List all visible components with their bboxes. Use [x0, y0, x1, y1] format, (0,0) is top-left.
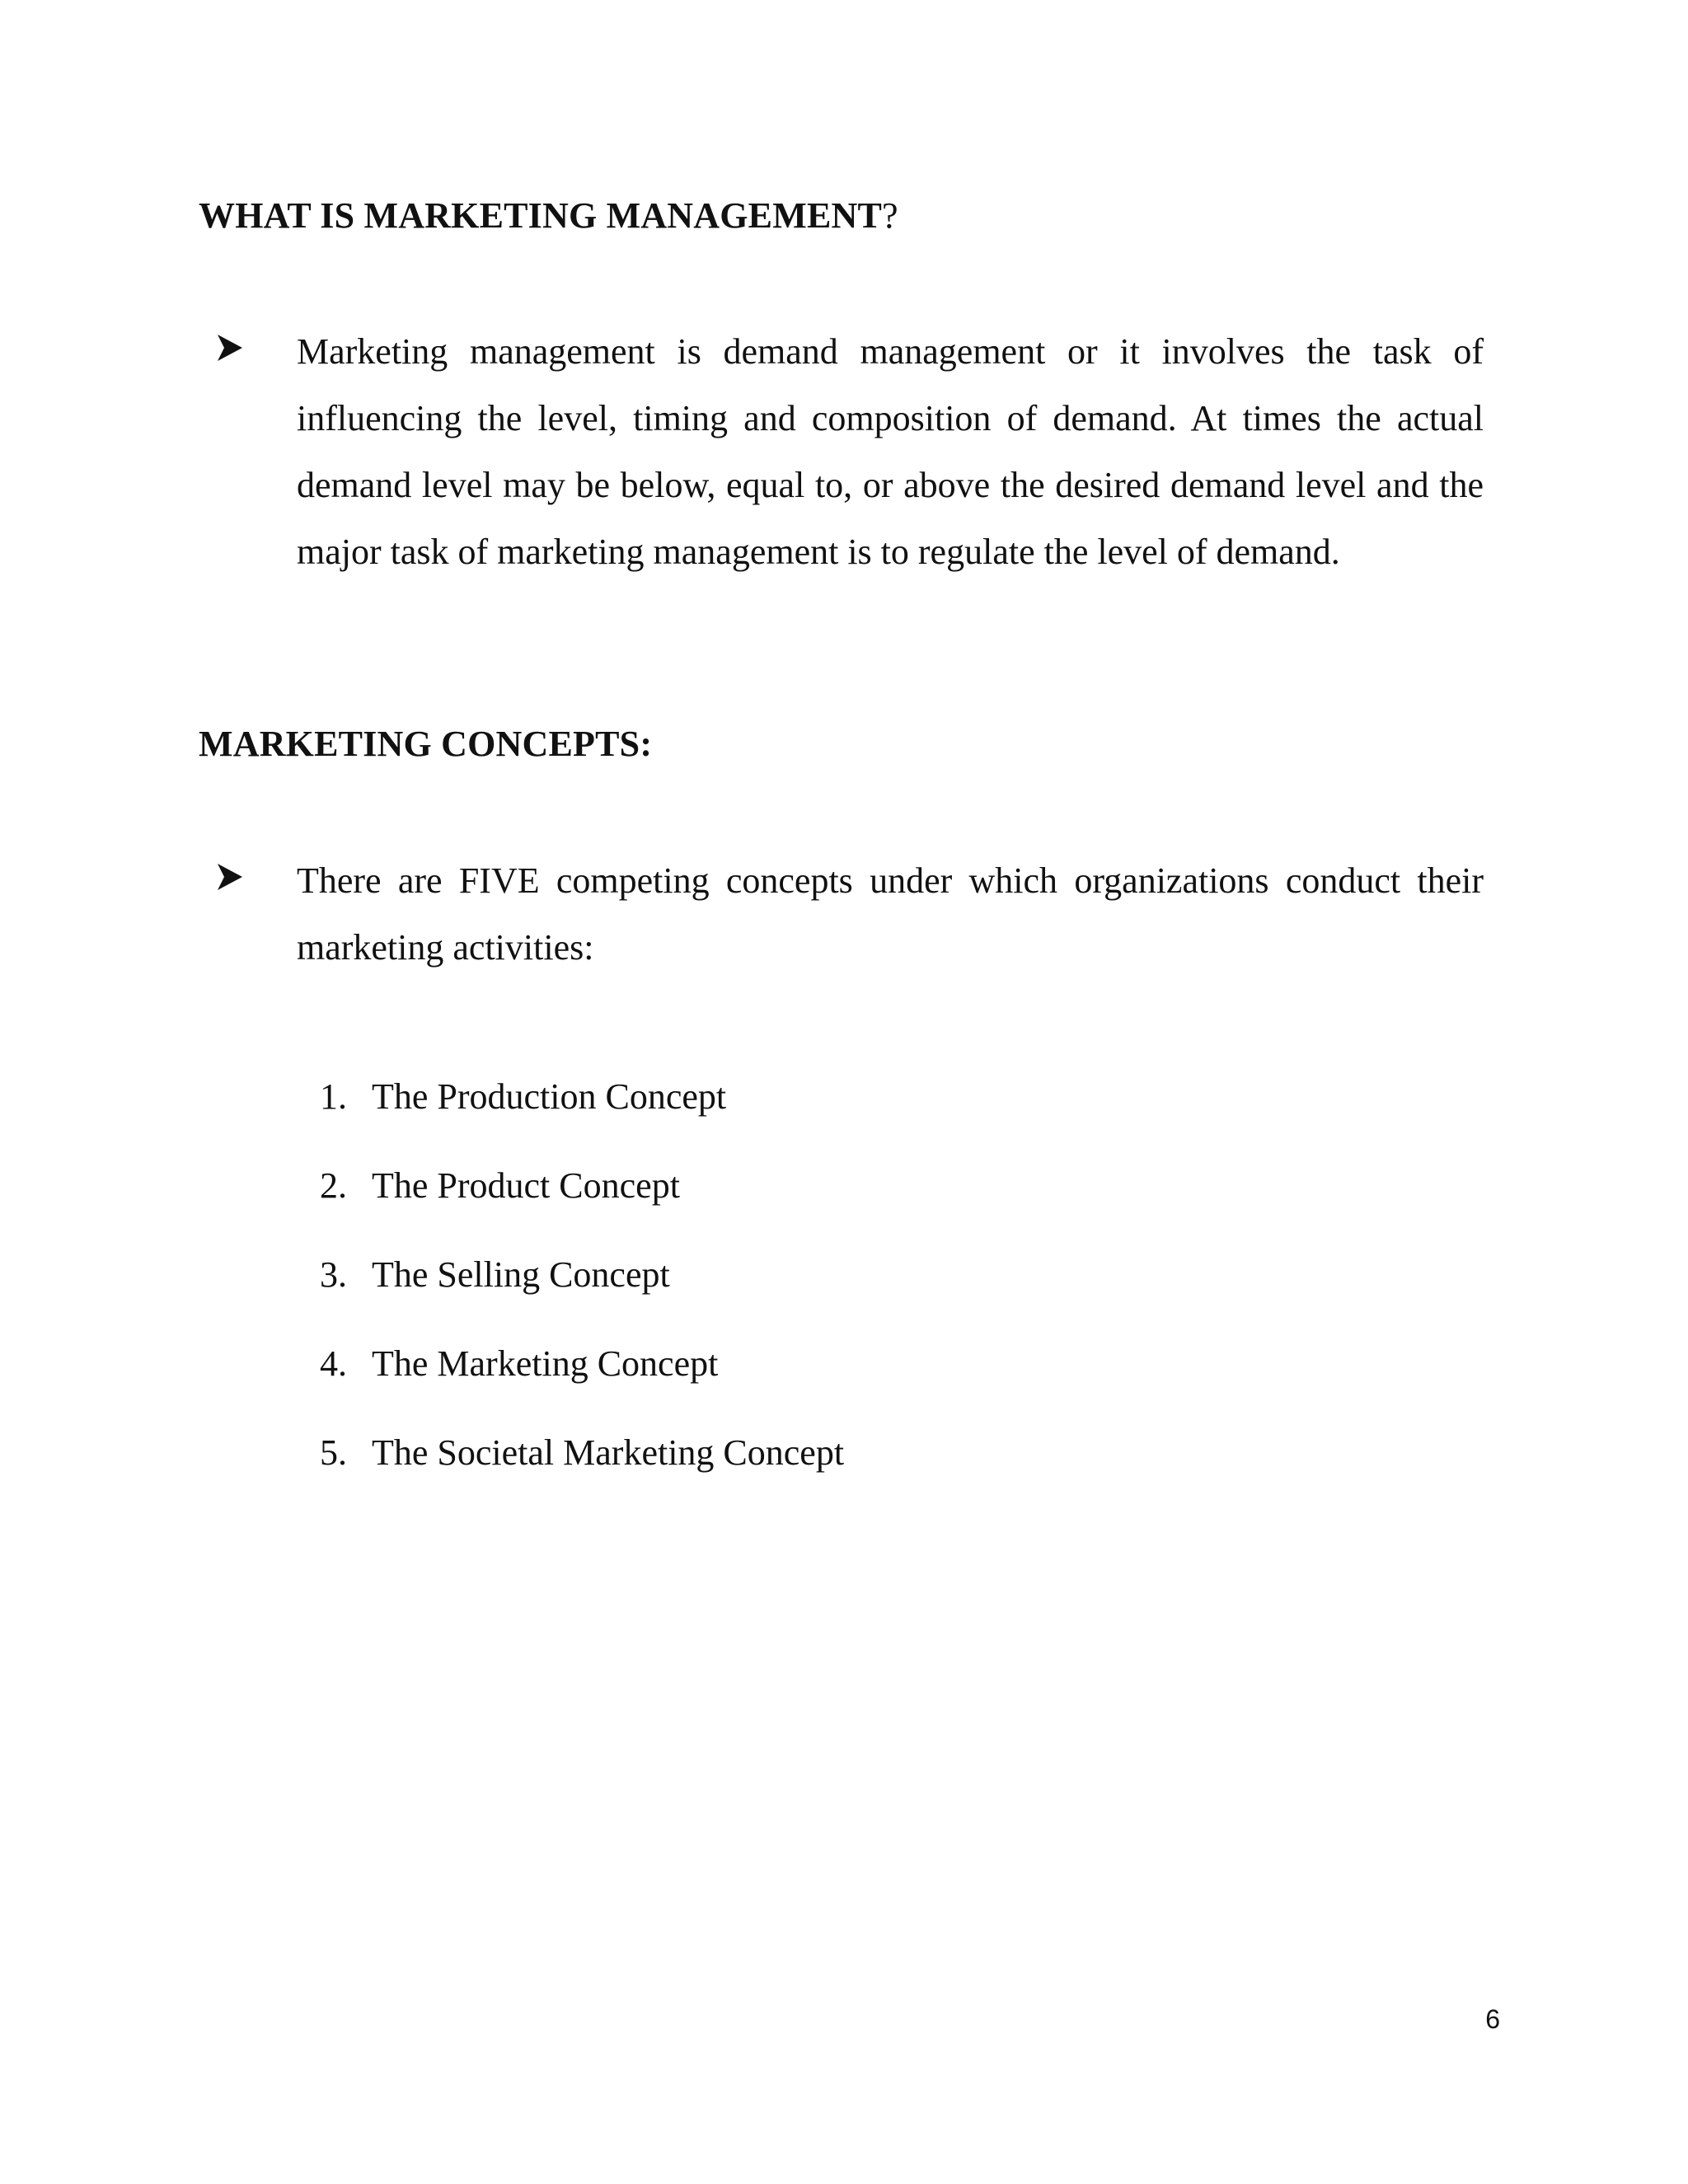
- list-item-label: The Production Concept: [372, 1076, 727, 1117]
- arrowhead-bullet-icon: [214, 847, 247, 913]
- bullet-text: Marketing management is demand management or it involves the task of influencing the level, timing and composition of demand. At times the actual demand level may be below, equal to, or above the desired demand level and the major task of marketing management is to regulate the level of demand.: [297, 331, 1484, 572]
- bullet-text: There are FIVE competing concepts under which organizations conduct their marketing activities:: [297, 860, 1484, 968]
- heading-question-mark: ?: [882, 195, 898, 236]
- list-item-number: 5.: [320, 1432, 347, 1473]
- bullet-paragraph-definition: [214, 318, 1484, 590]
- list-item-label: The Selling Concept: [372, 1254, 670, 1295]
- list-item-number: 3.: [320, 1254, 347, 1295]
- section-heading-marketing-management: [199, 194, 898, 238]
- section-heading-marketing-concepts: MARKETING CONCEPTS:: [199, 724, 653, 764]
- bullet-paragraph-concepts-intro: [214, 847, 1484, 987]
- list-item-label: The Societal Marketing Concept: [372, 1432, 845, 1473]
- list-item-label: The Marketing Concept: [372, 1343, 719, 1384]
- list-item-number: 4.: [320, 1343, 347, 1384]
- page-number: 6: [1485, 2004, 1500, 2034]
- arrowhead-bullet-icon: [214, 318, 247, 384]
- list-item-number: 2.: [320, 1165, 347, 1206]
- list-item-number: 1.: [320, 1076, 347, 1117]
- heading-text: WHAT IS MARKETING MANAGEMENT: [199, 195, 883, 236]
- list-item-label: The Product Concept: [372, 1165, 680, 1206]
